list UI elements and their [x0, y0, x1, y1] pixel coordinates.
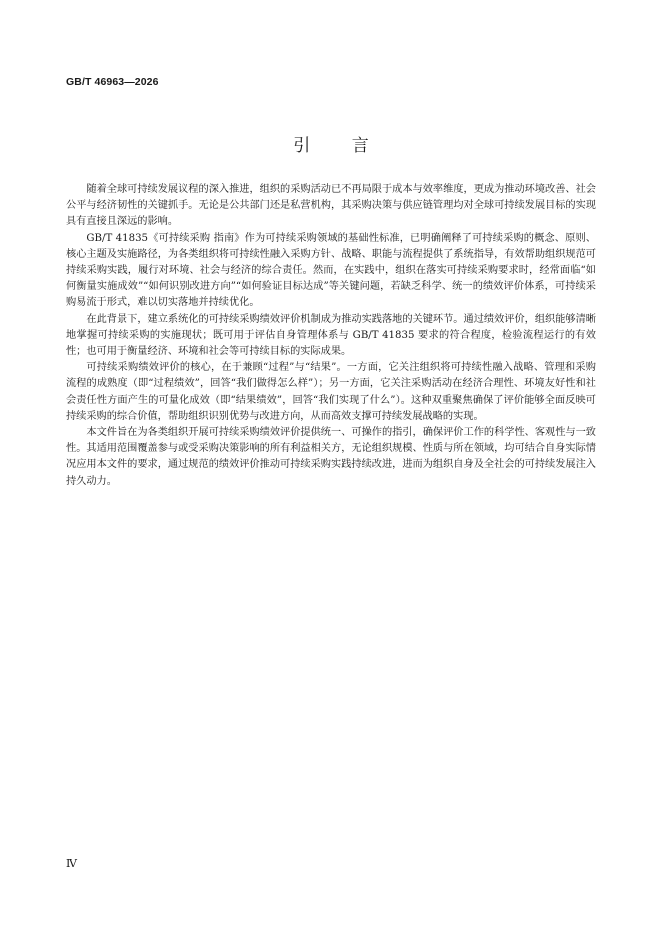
paragraph: 在此背景下，建立系统化的可持续采购绩效评价机制成为推动实践落地的关键环节。通过绩效评价，组织能够清晰地掌握可持续采购的实施现状；既可用于评估自身管理体系与 GB/T 41835 要求的符合程度，检验流程运行的有效性；也可用于衡量经济、环境和社会等可持续目标的实际成果。 [66, 313, 596, 358]
paragraph: GB/T 41835《可持续采购 指南》作为可持续采购领域的基础性标准，已明确阐释了可持续采购的概念、原则、核心主题及实施路径，为各类组织将可持续性融入采购方针、战略、职能与流程提供了系统指导，有效帮助组织规范可持续采购实践，履行对环境、社会与经济的综合责任。然而，在实践中，组织在落实可持续采购要求时，经常面临“如何衡量实施成效”“如何识别改进方向”“如何验证目标达成”等关键问题，若缺乏科学、统一的绩效评价体系，可持续采购易流于形式，难以切实落地并持续优化。 [66, 232, 596, 309]
document-code: GB/T 46963—2026 [66, 76, 159, 88]
paragraph: 本文件旨在为各类组织开展可持续采购绩效评价提供统一、可操作的指引，确保评价工作的科学性、客观性与一致性。其适用范围覆盖参与或受采购决策影响的所有利益相关方，无论组织规模、性质与所在领域，均可结合自身实际情况应用本文件的要求，通过规范的绩效评价推动可持续采购实践持续改进，进而为组织自身及全社会的可持续发展注入持久动力。 [66, 427, 596, 487]
section-title: 引 言 [293, 136, 387, 156]
paragraph: 可持续采购绩效评价的核心，在于兼顾“过程”与“结果”。一方面，它关注组织将可持续性融入战略、管理和采购流程的成熟度（即“过程绩效”，回答“我们做得怎么样”）；另一方面，它关注采购活动在经济合理性、环境友好性和社会责任性方面产生的可量化成效（即“结果绩效”，回答“我们实现了什么”）。这种双重聚焦确保了评价能够全面反映可持续采购的综合价值，帮助组织识别优势与改进方向，从而高效支撑可持续发展战略的实现。 [66, 362, 596, 422]
paragraph: 随着全球可持续发展议程的深入推进，组织的采购活动已不再局限于成本与效率维度，更成为推动环境改善、社会公平与经济韧性的关键抓手。无论是公共部门还是私营机构，其采购决策与供应链管理均对全球可持续发展目标的实现具有直接且深远的影响。 [66, 184, 596, 228]
page-number: Ⅳ [66, 858, 77, 870]
body-text [66, 182, 596, 490]
